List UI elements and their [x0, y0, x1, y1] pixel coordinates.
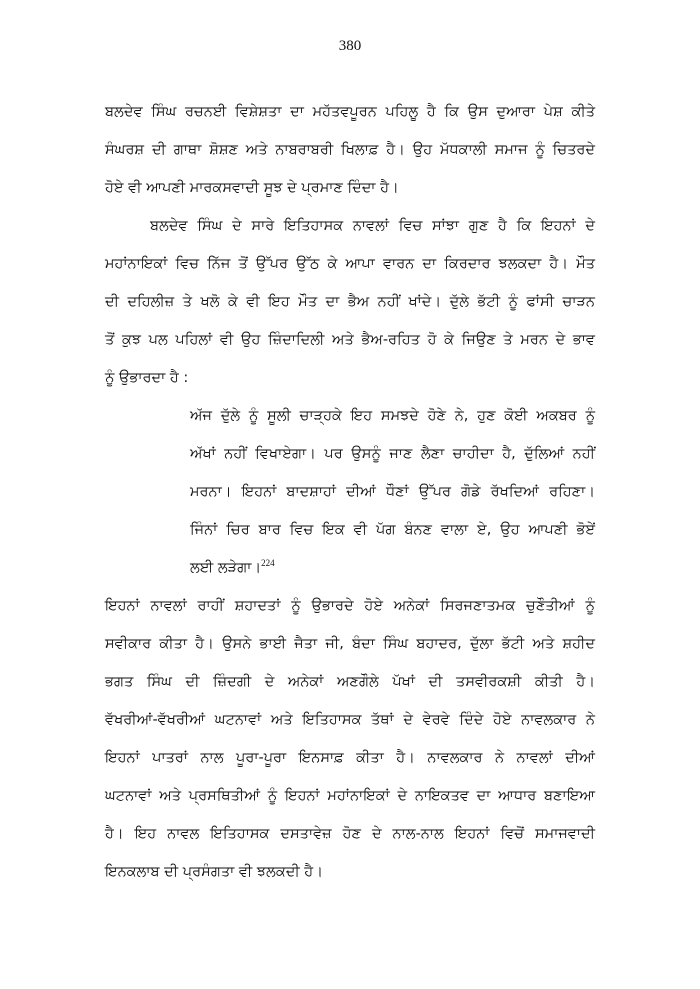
quote-line: ਅੱਜ ਦੁੱਲੇ ਨੂੰ ਸੂਲੀ ਚਾੜ੍ਹਕੇ ਇਹ ਸਮਝਦੇ ਹੋਣੇ ਨੇ, ਹੁਣ ਕੋਈ ਅਕਬਰ ਨੂੰ — [190, 408, 595, 424]
text-line: ਤੋਂ ਕੁਝ ਪਲ ਪਹਿਲਾਂ ਵੀ ਉਹ ਜ਼ਿੰਦਾਦਿਲੀ ਅਤੇ ਭੈਅ-ਰਹਿਤ ਹੋ ਕੇ ਜਿਉਣ ਤੇ ਮਰਨ ਦੇ ਭਾਵ — [105, 332, 595, 348]
page-number: 380 — [338, 38, 362, 54]
quote-line: ਅੱਖਾਂ ਨਹੀਂ ਵਿਖਾਏਗਾ। ਪਰ ਉਸਨੂੰ ਜਾਣ ਲੈਣਾ ਚਾਹੀਦਾ ਹੈ, ਦੁੱਲਿਆਂ ਨਹੀਂ — [190, 446, 595, 462]
text-line: ਸਵੀਕਾਰ ਕੀਤਾ ਹੈ। ਉਸਨੇ ਭਾਈ ਜੈਤਾ ਜੀ, ਬੰਦਾ ਸਿੰਘ ਬਹਾਦਰ, ਦੁੱਲਾ ਭੱਟੀ ਅਤੇ ਸ਼ਹੀਦ — [105, 636, 595, 652]
quote-line-last — [190, 549, 595, 587]
block-quote — [105, 397, 595, 587]
text-line: ਦੀ ਦਹਿਲੀਜ਼ ਤੇ ਖਲੋ ਕੇ ਵੀ ਇਹ ਮੌਤ ਦਾ ਭੈਅ ਨਹੀਂ ਖਾਂਦੇ। ਦੁੱਲੇ ਭੱਟੀ ਨੂੰ ਫਾਂਸੀ ਚਾੜਨ — [105, 294, 595, 310]
quote-text: ਲਈ ਲੜੇਗਾ। — [190, 560, 262, 576]
quote-line: ਮਰਨਾ। ਇਹਨਾਂ ਬਾਦਸ਼ਾਹਾਂ ਦੀਆਂ ਧੌਣਾਂ ਉੱਪਰ ਗੋਡੇ ਰੱਖਦਿਆਂ ਰਹਿਣਾ। — [190, 484, 595, 500]
body-text — [105, 93, 595, 891]
text-line: ਭਗਤ ਸਿੰਘ ਦੀ ਜ਼ਿੰਦਗੀ ਦੇ ਅਨੇਕਾਂ ਅਣਗੌਲੇ ਪੱਖਾਂ ਦੀ ਤਸਵੀਰਕਸ਼ੀ ਕੀਤੀ ਹੈ। — [105, 674, 595, 690]
text-line: ਮਹਾਂਨਾਇਕਾਂ ਵਿਚ ਨਿੱਜ ਤੋਂ ਉੱਪਰ ਉੱਠ ਕੇ ਆਪਾ ਵਾਰਨ ਦਾ ਕਿਰਦਾਰ ਝਲਕਦਾ ਹੈ। ਮੌਤ — [105, 256, 595, 272]
text-line: ਇਹਨਾਂ ਨਾਵਲਾਂ ਰਾਹੀਂ ਸ਼ਹਾਦਤਾਂ ਨੂੰ ਉਭਾਰਦੇ ਹੋਏ ਅਨੇਕਾਂ ਸਿਰਜਣਾਤਮਕ ਚੁਣੌਤੀਆਂ ਨੂੰ — [105, 598, 595, 614]
text-line: ਸੰਘਰਸ਼ ਦੀ ਗਾਥਾ ਸ਼ੋਸ਼ਣ ਅਤੇ ਨਾਬਰਾਬਰੀ ਖਿਲਾਫ਼ ਹੈ। ਉਹ ਮੱਧਕਾਲੀ ਸਮਾਜ ਨੂੰ ਚਿਤਰਦੇ — [105, 142, 595, 158]
text-line: ਹੈ। ਇਹ ਨਾਵਲ ਇਤਿਹਾਸਕ ਦਸਤਾਵੇਜ਼ ਹੋਣ ਦੇ ਨਾਲ-ਨਾਲ ਇਹਨਾਂ ਵਿਚੋਂ ਸਮਾਜਵਾਦੀ — [105, 826, 595, 842]
text-line: ਇਹਨਾਂ ਪਾਤਰਾਂ ਨਾਲ ਪੂਰਾ-ਪੂਰਾ ਇਨਸਾਫ਼ ਕੀਤਾ ਹੈ। ਨਾਵਲਕਾਰ ਨੇ ਨਾਵਲਾਂ ਦੀਆਂ — [105, 750, 595, 766]
text-line: ਬਲਦੇਵ ਸਿੰਘ ਦੇ ਸਾਰੇ ਇਤਿਹਾਸਕ ਨਾਵਲਾਂ ਵਿਚ ਸਾਂਝਾ ਗੁਣ ਹੈ ਕਿ ਇਹਨਾਂ ਦੇ — [150, 218, 595, 234]
text-line: ਹੋਏ ਵੀ ਆਪਣੀ ਮਾਰਕਸਵਾਦੀ ਸੂਝ ਦੇ ਪ੍ਰਮਾਣ ਦਿੰਦਾ ਹੈ। — [105, 180, 399, 196]
text-line: ਘਟਨਾਵਾਂ ਅਤੇ ਪ੍ਰਸਥਿਤੀਆਂ ਨੂੰ ਇਹਨਾਂ ਮਹਾਂਨਾਇਕਾਂ ਦੇ ਨਾਇਕਤਵ ਦਾ ਆਧਾਰ ਬਣਾਇਆ — [105, 788, 595, 804]
text-line: ਬਲਦੇਵ ਸਿੰਘ ਰਚਨਈ ਵਿਸ਼ੇਸ਼ਤਾ ਦਾ ਮਹੱਤਵਪੂਰਨ ਪਹਿਲੂ ਹੈ ਕਿ ਉਸ ਦੁਆਰਾ ਪੇਸ਼ ਕੀਤੇ — [105, 104, 595, 120]
text-line: ਨੂੰ ਉਭਾਰਦਾ ਹੈ : — [105, 370, 189, 386]
paragraph-1 — [105, 93, 595, 207]
text-line: ਵੱਖਰੀਆਂ-ਵੱਖਰੀਆਂ ਘਟਨਾਵਾਂ ਅਤੇ ਇਤਿਹਾਸਕ ਤੱਥਾਂ ਦੇ ਵੇਰਵੇ ਦਿੰਦੇ ਹੋਏ ਨਾਵਲਕਾਰ ਨੇ — [105, 712, 595, 728]
text-line: ਇਨਕਲਾਬ ਦੀ ਪ੍ਰਸੰਗਤਾ ਵੀ ਝਲਕਦੀ ਹੈ। — [105, 864, 323, 880]
footnote-reference[interactable]: 224 — [261, 558, 275, 569]
quote-line: ਜਿੰਨਾਂ ਚਿਰ ਬਾਰ ਵਿਚ ਇਕ ਵੀ ਪੱਗ ਬੰਨਣ ਵਾਲਾ ਏ, ਉਹ ਆਪਣੀ ਭੋਏਂ — [190, 522, 595, 538]
paragraph-2 — [105, 207, 595, 397]
paragraph-3 — [105, 587, 595, 891]
